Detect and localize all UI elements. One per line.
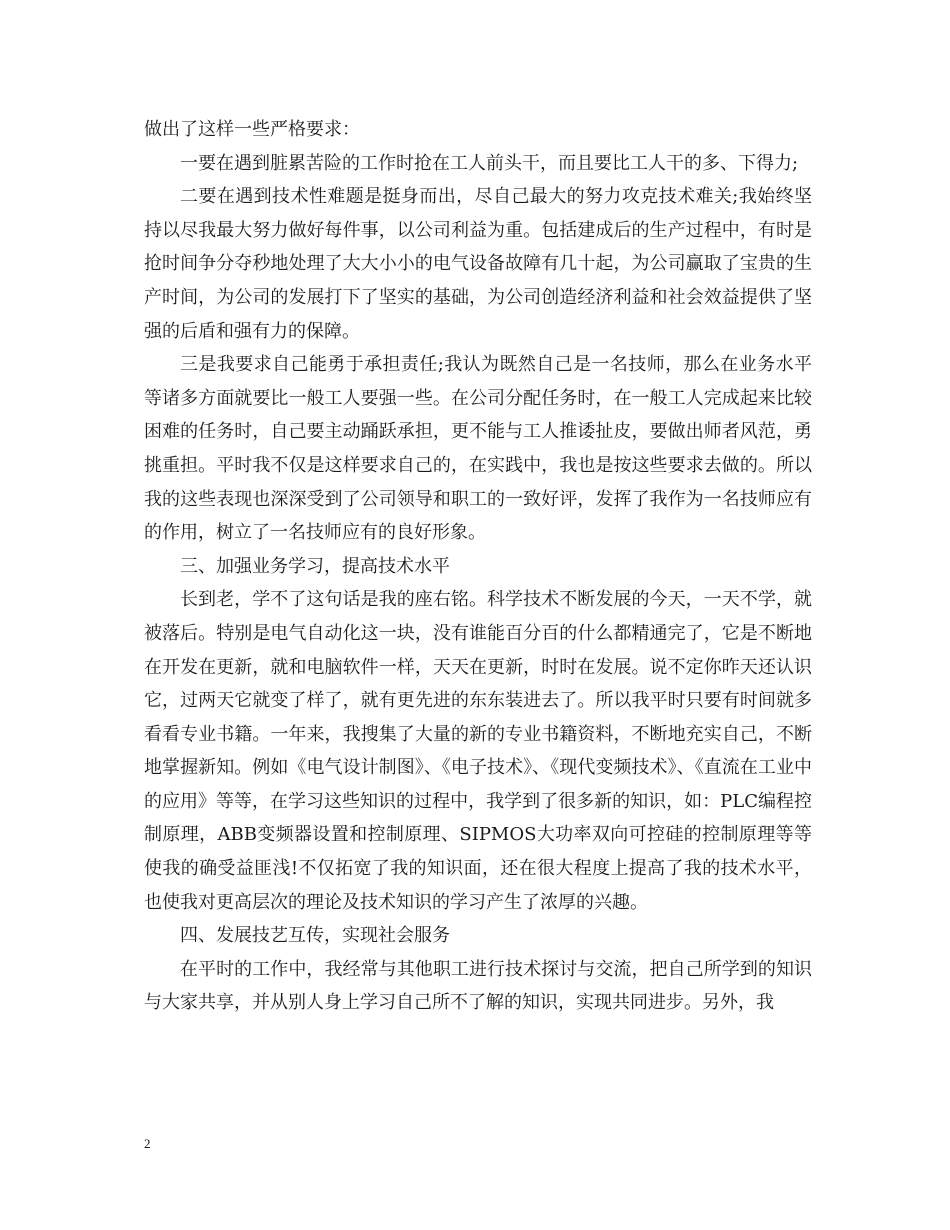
section-heading-three: 三、加强业务学习，提高技术水平	[180, 555, 450, 577]
paragraph-continuation: 做出了这样一些严格要求：	[144, 119, 360, 140]
body-text	[144, 113, 812, 1020]
paragraph-requirement-three: 三是我要求自己能勇于承担责任;我认为既然自己是一名技师，那么在业务水平等诸多方面就要比一般工人要强一些。在公司分配任务时，在一般工人完成起来比较困难的任务时，自己要主动踊跃承担，更不能与工人推诿扯皮，要做出师者风范，勇挑重担。平时我不仅是这样要求自己的，在实践中，我也是按这些要求去做的。所以我的这些表现也深深受到了公司领导和职工的一致好评，发挥了我作为一名技师应有的作用，树立了一名技师应有的良好形象。	[144, 354, 812, 544]
paragraph-requirement-two: 二要在遇到技术性难题是挺身而出，尽自己最大的努力攻克技术难关;我始终坚持以尽我最大努力做好每件事，以公司利益为重。包括建成后的生产过程中，有时是抢时间争分夺秒地处理了大大小小的电气设备故障有几十起，为公司赢取了宝贵的生产时间，为公司的发展打下了坚实的基础，为公司创造经济利益和社会效益提供了坚强的后盾和强有力的保障。	[144, 186, 812, 342]
paragraph-requirement-one: 一要在遇到脏累苦险的工作时抢在工人前头干，而且要比工人干的多、下得力;	[180, 152, 799, 174]
page-number: 2	[144, 1136, 151, 1151]
paragraph-exchange: 在平时的工作中，我经常与其他职工进行技术探讨与交流，把自己所学到的知识与大家共享，并从别人身上学习自己所不了解的知识，实现共同进步。另外，我	[144, 958, 812, 1014]
paragraph-study: 长到老，学不了这句话是我的座右铭。科学技术不断发展的今天，一天不学，就被落后。特别是电气自动化这一块，没有谁能百分百的什么都精通完了，它是不断地在开发在更新，就和电脑软件一样，天天在更新，时时在发展。说不定你昨天还认识它，过两天它就变了样了，就有更先进的东东装进去了。所以我平时只要有时间就多看看专业书籍。一年来，我搜集了大量的新的专业书籍资料，不断地充实自己，不断地掌握新知。例如《电气设计制图》、《电子技术》、《现代变频技术》、《直流在工业中的应用》等等，在学习这些知识的过程中，我学到了很多新的知识，如：PLC编程控制原理，ABB变频器设置和控制原理、SIPMOS大功率双向可控硅的控制原理等等使我的确受益匪浅!不仅拓宽了我的知识面，还在很大程度上提高了我的技术水平，也使我对更高层次的理论及技术知识的学习产生了浓厚的兴趣。	[144, 589, 812, 913]
section-heading-four: 四、发展技艺互传，实现社会服务	[180, 925, 450, 947]
